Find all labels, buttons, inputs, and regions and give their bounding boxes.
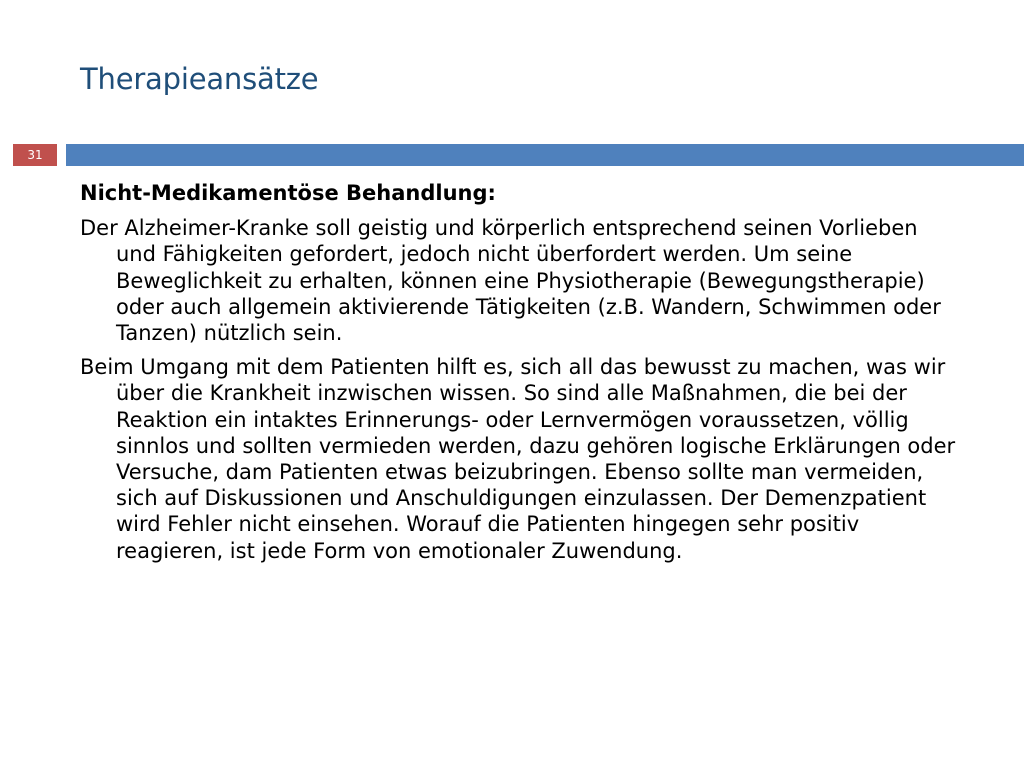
body-paragraph: Beim Umgang mit dem Patienten hilft es, sich all das bewusst zu machen, was wir über die Krankheit inzwischen wissen. So sind alle Maßnahmen, die bei der Reaktion ein intaktes Erinnerungs- oder Lernvermögen voraussetzen, völlig sinnlos und sollten vermieden werden, dazu gehören logische Erklärungen oder Versuche, dam Patienten etwas beizubringen. Ebenso sollte man vermeiden, sich auf Diskussionen und Anschuldigungen einzulassen. Der Demenzpatient wird Fehler nicht einsehen. Worauf die Patienten hingegen sehr positiv reagieren, ist jede Form von emotionaler Zuwendung. <box>80 355 956 563</box>
slide-number-badge: 31 <box>13 144 57 166</box>
header-divider-bar <box>66 144 1024 166</box>
slide-title: Therapieansätze <box>80 62 319 96</box>
slide-body <box>80 180 960 572</box>
body-paragraph: Der Alzheimer-Kranke soll geistig und körperlich entsprechend seinen Vorlieben und Fähigkeiten gefordert, jedoch nicht überfordert werden. Um seine Beweglichkeit zu erhalten, können eine Physiotherapie (Bewegungstherapie) oder auch allgemein aktivierende Tätigkeiten (z.B. Wandern, Schwimmen oder Tanzen) nützlich sein. <box>80 216 941 346</box>
section-heading: Nicht-Medikamentöse Behandlung: <box>80 181 496 205</box>
